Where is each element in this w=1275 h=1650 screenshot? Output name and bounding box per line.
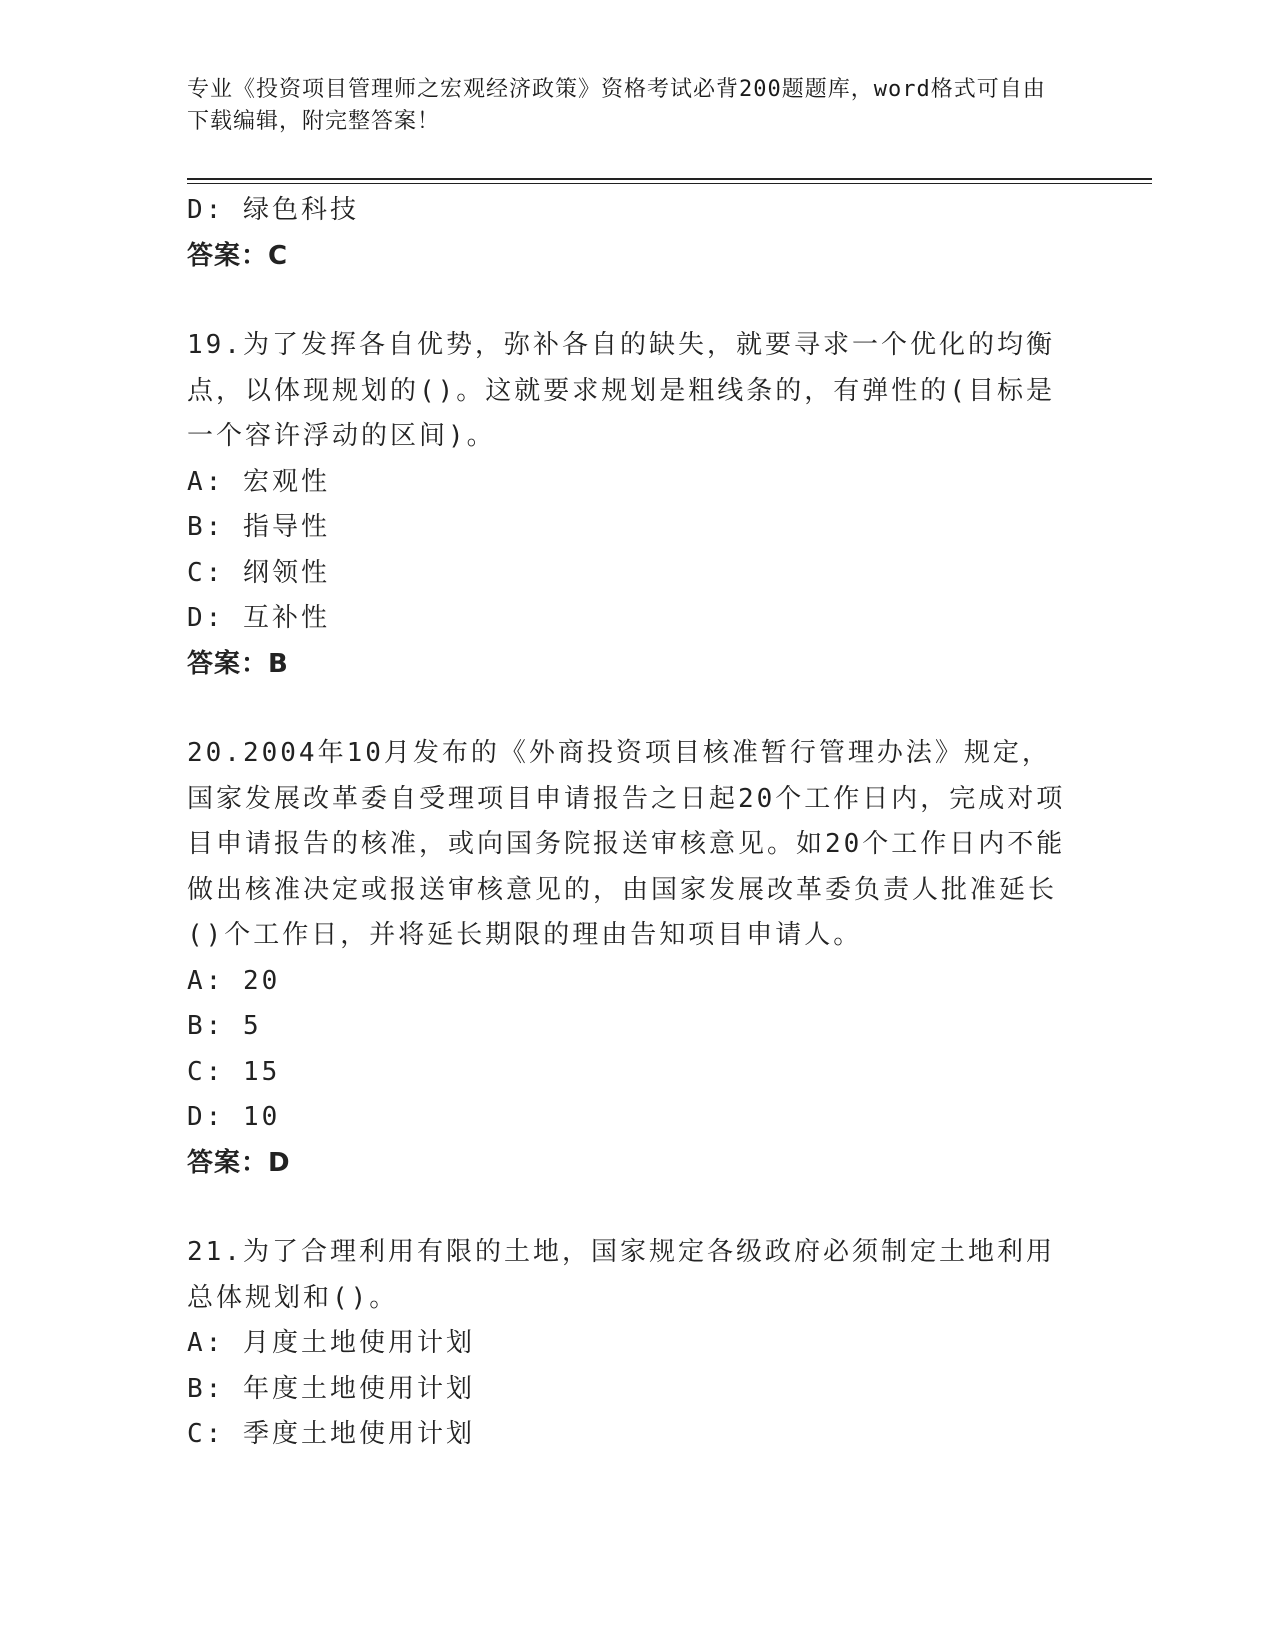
question-19 [187, 323, 1067, 687]
question-stem: 19.为了发挥各自优势，弥补各自的缺失，就要寻求一个优化的均衡点，以体现规划的()。这就要求规划是粗线条的，有弹性的(目标是一个容许浮动的区间)。 [187, 330, 1055, 451]
option-c: C: 纲领性 [187, 557, 330, 588]
option-c: C: 15 [187, 1056, 281, 1087]
page-header: 专业《投资项目管理师之宏观经济政策》资格考试必背200题题库，word格式可自由下载编辑，附完整答案！ [187, 77, 1046, 134]
option-d: D: 互补性 [187, 603, 330, 633]
option-c: C: 季度土地使用计划 [187, 1419, 475, 1449]
option-b: B: 5 [187, 1011, 262, 1041]
header-divider-thick [187, 178, 1152, 180]
document-body [187, 188, 1067, 1458]
option-a: A: 宏观性 [187, 466, 330, 497]
spacer [187, 687, 1067, 731]
option-d: D: 10 [187, 1102, 281, 1132]
option-b: B: 年度土地使用计划 [187, 1373, 475, 1404]
option-b: B: 指导性 [187, 512, 330, 542]
question-21 [187, 1230, 1067, 1458]
question-20 [187, 731, 1067, 1186]
option-a: A: 月度土地使用计划 [187, 1328, 475, 1358]
header-divider-thin [187, 183, 1152, 184]
question-stem: 20.2004年10月发布的《外商投资项目核准暂行管理办法》规定，国家发展改革委自受理项目申请报告之日起20个工作日内，完成对项目申请报告的核准，或向国务院报送审核意见。如20个工作日内不能做出核准决定或报送审核意见的，由国家发展改革委负责人批准延长()个工作日，并将延长期限的理由告知项目申请人。 [187, 738, 1066, 950]
option-a: A: 20 [187, 965, 281, 996]
spacer [187, 1186, 1067, 1230]
answer-line: 答案：D [187, 1147, 291, 1178]
spacer [187, 279, 1067, 323]
answer-line: 答案：C [187, 240, 289, 271]
option-d: D: 绿色科技 [187, 195, 359, 225]
answer-line: 答案：B [187, 648, 289, 679]
question-stem: 21.为了合理利用有限的土地，国家规定各级政府必须制定土地利用总体规划和()。 [187, 1237, 1055, 1313]
